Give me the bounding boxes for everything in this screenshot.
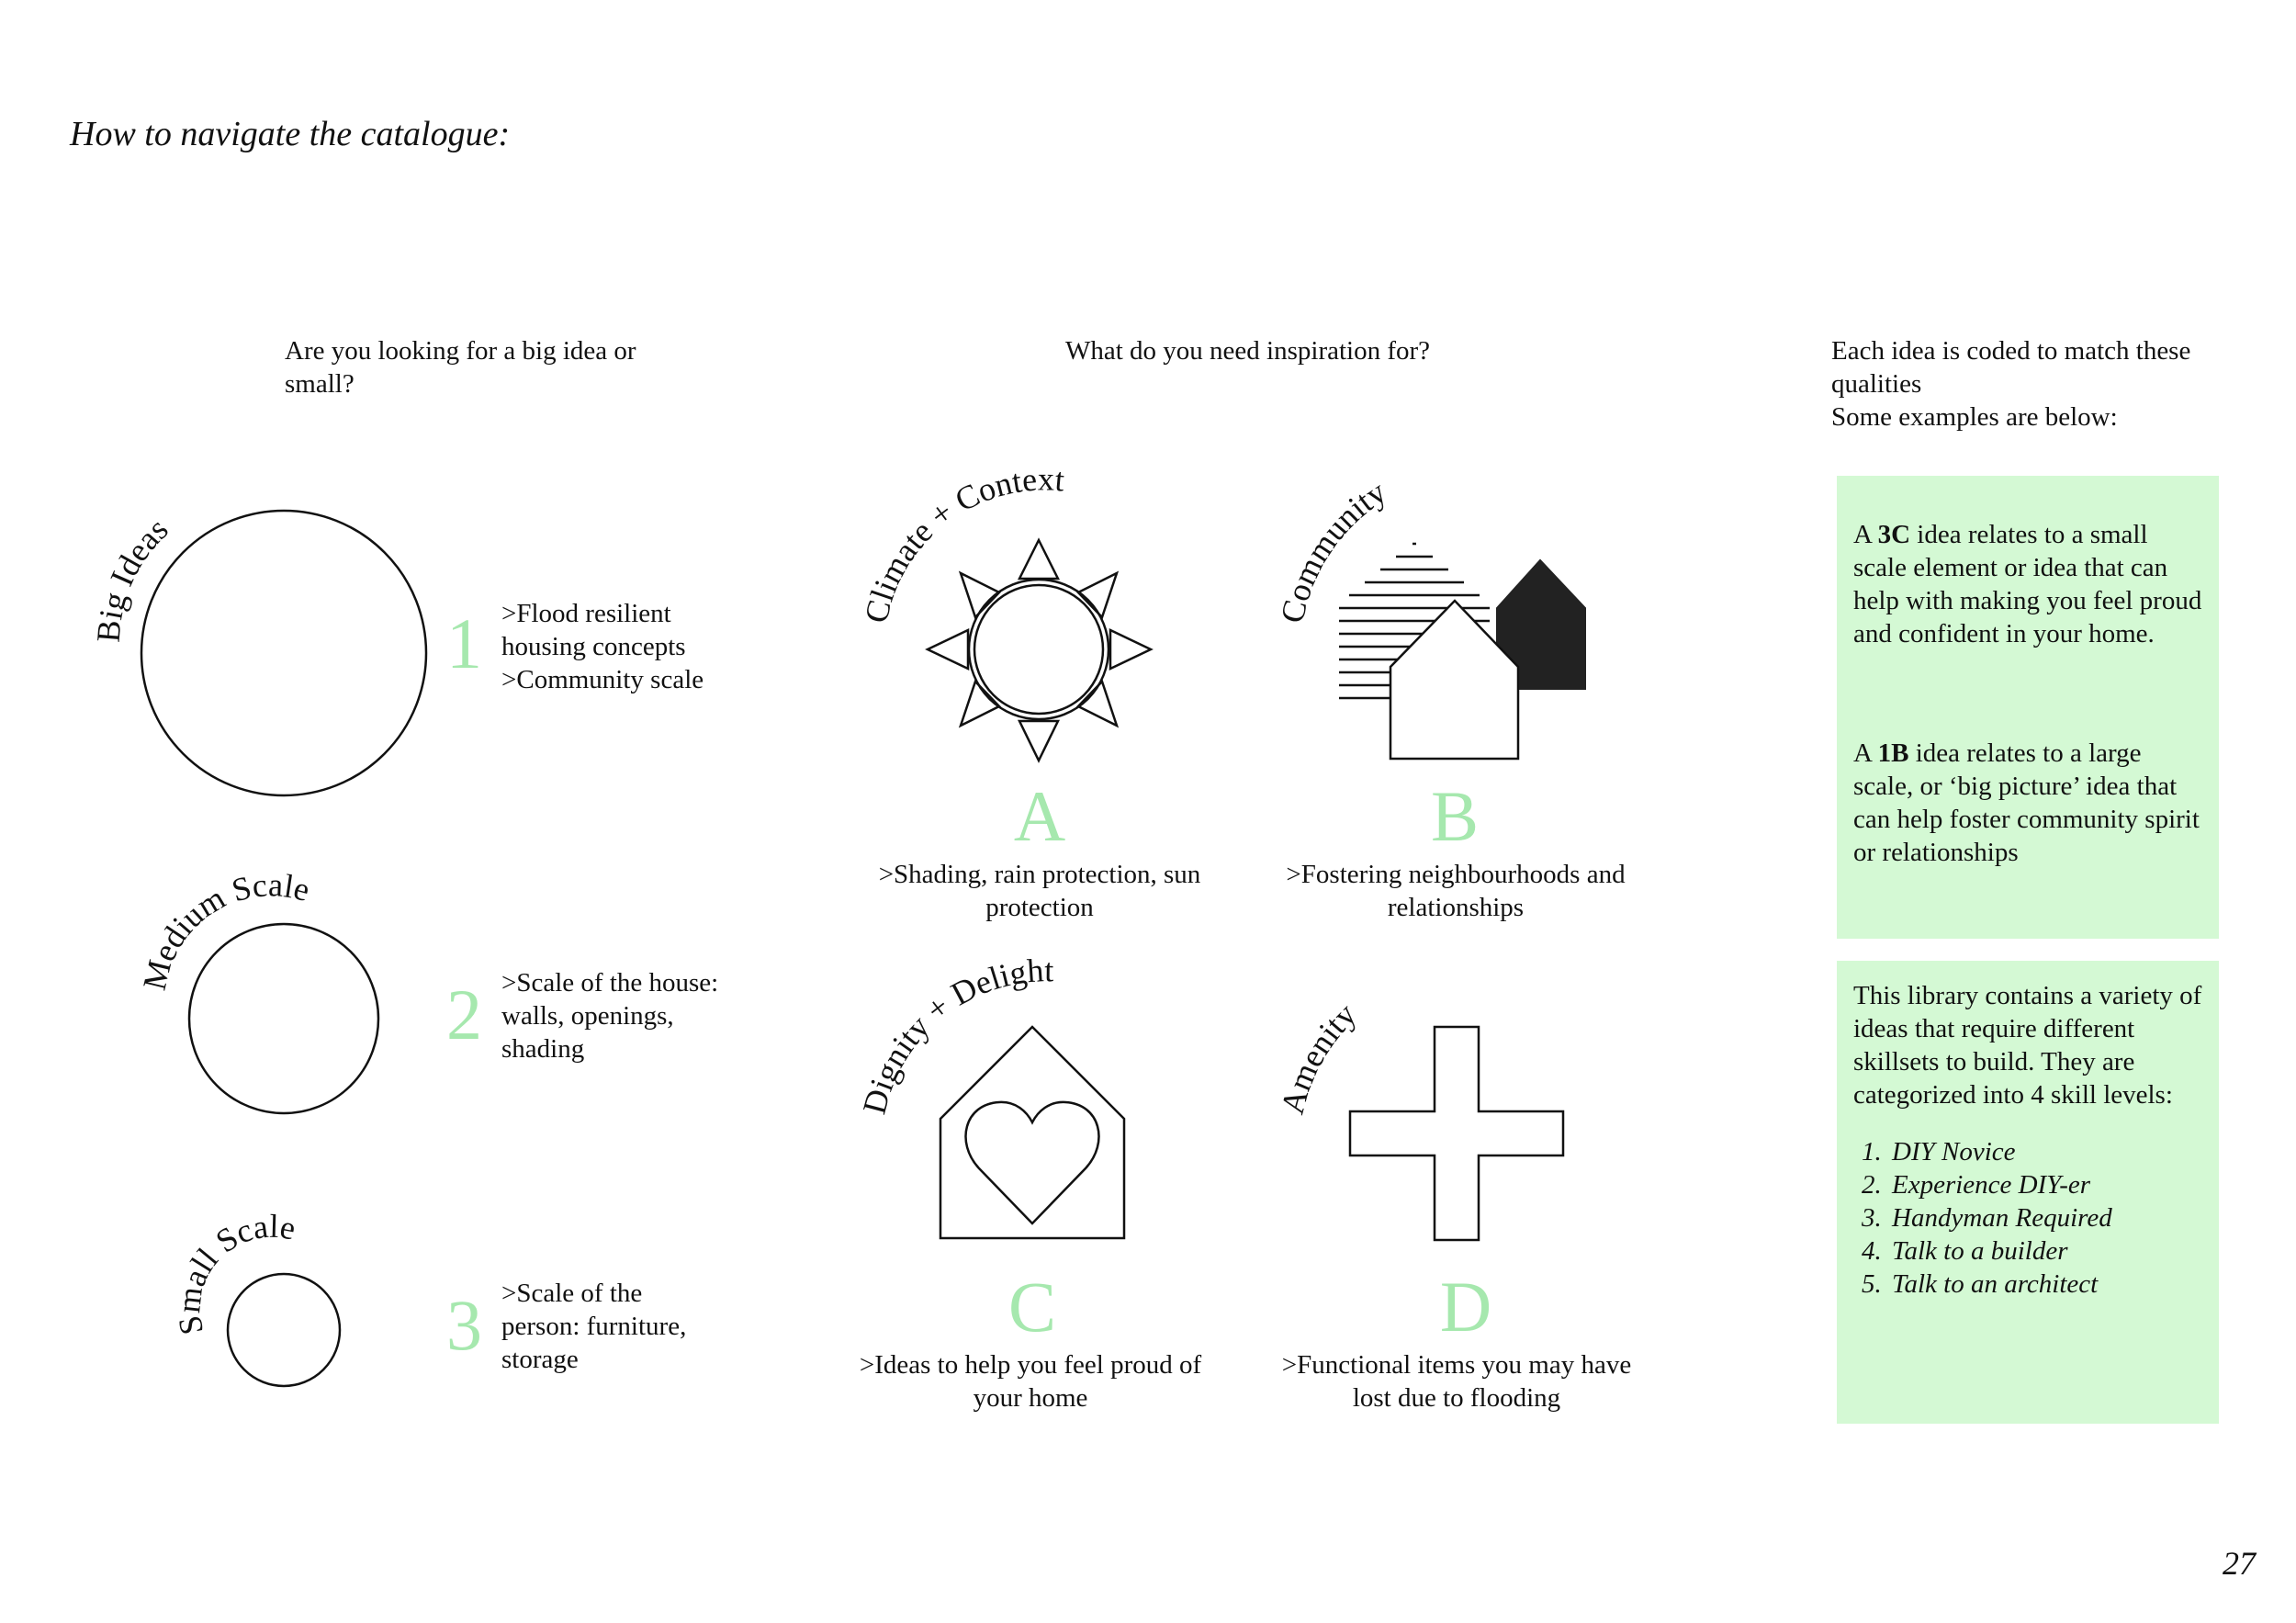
cross-icon xyxy=(1350,1027,1563,1240)
heart-house-icon xyxy=(940,1027,1124,1238)
example-3c-text: idea relates to a small scale element or idea that can help with making you feel proud and confident in your home. xyxy=(1853,520,2202,648)
skill-level-item: 2. Experience DIY-er xyxy=(1888,1168,2208,1201)
page-title: How to navigate the catalogue: xyxy=(70,115,511,153)
category-description-b: >Fostering neighbourhoods and relationships xyxy=(1286,860,1626,922)
category-letter-c: C xyxy=(1007,1267,1057,1347)
scale-description-3: >Scale of the person: furniture, storage xyxy=(501,1279,687,1374)
category-letter-d: D xyxy=(1439,1267,1492,1347)
skill-level-item: 1. DIY Novice xyxy=(1888,1135,2208,1168)
amenity-label: Amenity xyxy=(1273,996,1364,1119)
skills-intro: This library contains a variety of ideas that require different skillsets to build. They are categorized into 4 skill levels: xyxy=(1853,981,2202,1110)
example-3c-prefix: A xyxy=(1853,520,1878,549)
big-ideas-circle xyxy=(141,511,426,795)
example-1b-code: 1B xyxy=(1877,738,1909,768)
sun-icon xyxy=(928,540,1151,761)
category-letter-b: B xyxy=(1430,776,1480,856)
skill-level-item: 4. Talk to a builder xyxy=(1888,1234,2208,1268)
big-ideas-label: Big Ideas xyxy=(89,510,175,644)
community-label: Community xyxy=(1273,473,1393,626)
page-number: 27 xyxy=(2223,1545,2256,1582)
example-1b-prefix: A xyxy=(1853,738,1878,768)
scale-number-1: 1 xyxy=(446,603,482,683)
category-description-d: >Functional items you may have lost due to flooding xyxy=(1281,1350,1632,1413)
scale-question: Are you looking for a big idea or small? xyxy=(285,336,636,399)
example-1b-text: idea relates to a large scale, or ‘big picture’ idea that can help foster community spirit or relationships xyxy=(1853,738,2200,867)
scale-description-2: >Scale of the house: walls, openings, shading xyxy=(501,968,719,1064)
small-scale-label: Small Scale xyxy=(170,1207,299,1338)
scale-description-1: >Flood resilient housing concepts >Community scale xyxy=(501,599,704,694)
skill-level-item: 5. Talk to an architect xyxy=(1888,1268,2208,1301)
small-scale-circle xyxy=(228,1274,340,1386)
category-description-a: >Shading, rain protection, sun protection xyxy=(878,860,1201,922)
scale-number-3: 3 xyxy=(446,1285,482,1365)
scale-number-2: 2 xyxy=(446,975,482,1054)
category-letter-a: A xyxy=(1013,776,1066,856)
medium-scale-circle xyxy=(189,924,378,1113)
coding-intro-line1: Each idea is coded to match these qualities xyxy=(1831,336,2191,399)
dignity-delight-label: Dignity + Delight xyxy=(855,952,1054,1118)
skill-level-item: 3. Handyman Required xyxy=(1888,1201,2208,1234)
coding-intro-line2: Some examples are below: xyxy=(1831,402,2118,432)
medium-scale-label: Medium Scale xyxy=(135,866,314,994)
houses-icon xyxy=(1339,544,1585,759)
category-description-c: >Ideas to help you feel proud of your home xyxy=(859,1350,1202,1413)
climate-context-label: Climate + Context xyxy=(857,460,1066,626)
inspiration-question: What do you need inspiration for? xyxy=(1065,336,1431,366)
example-3c-code: 3C xyxy=(1877,520,1911,549)
